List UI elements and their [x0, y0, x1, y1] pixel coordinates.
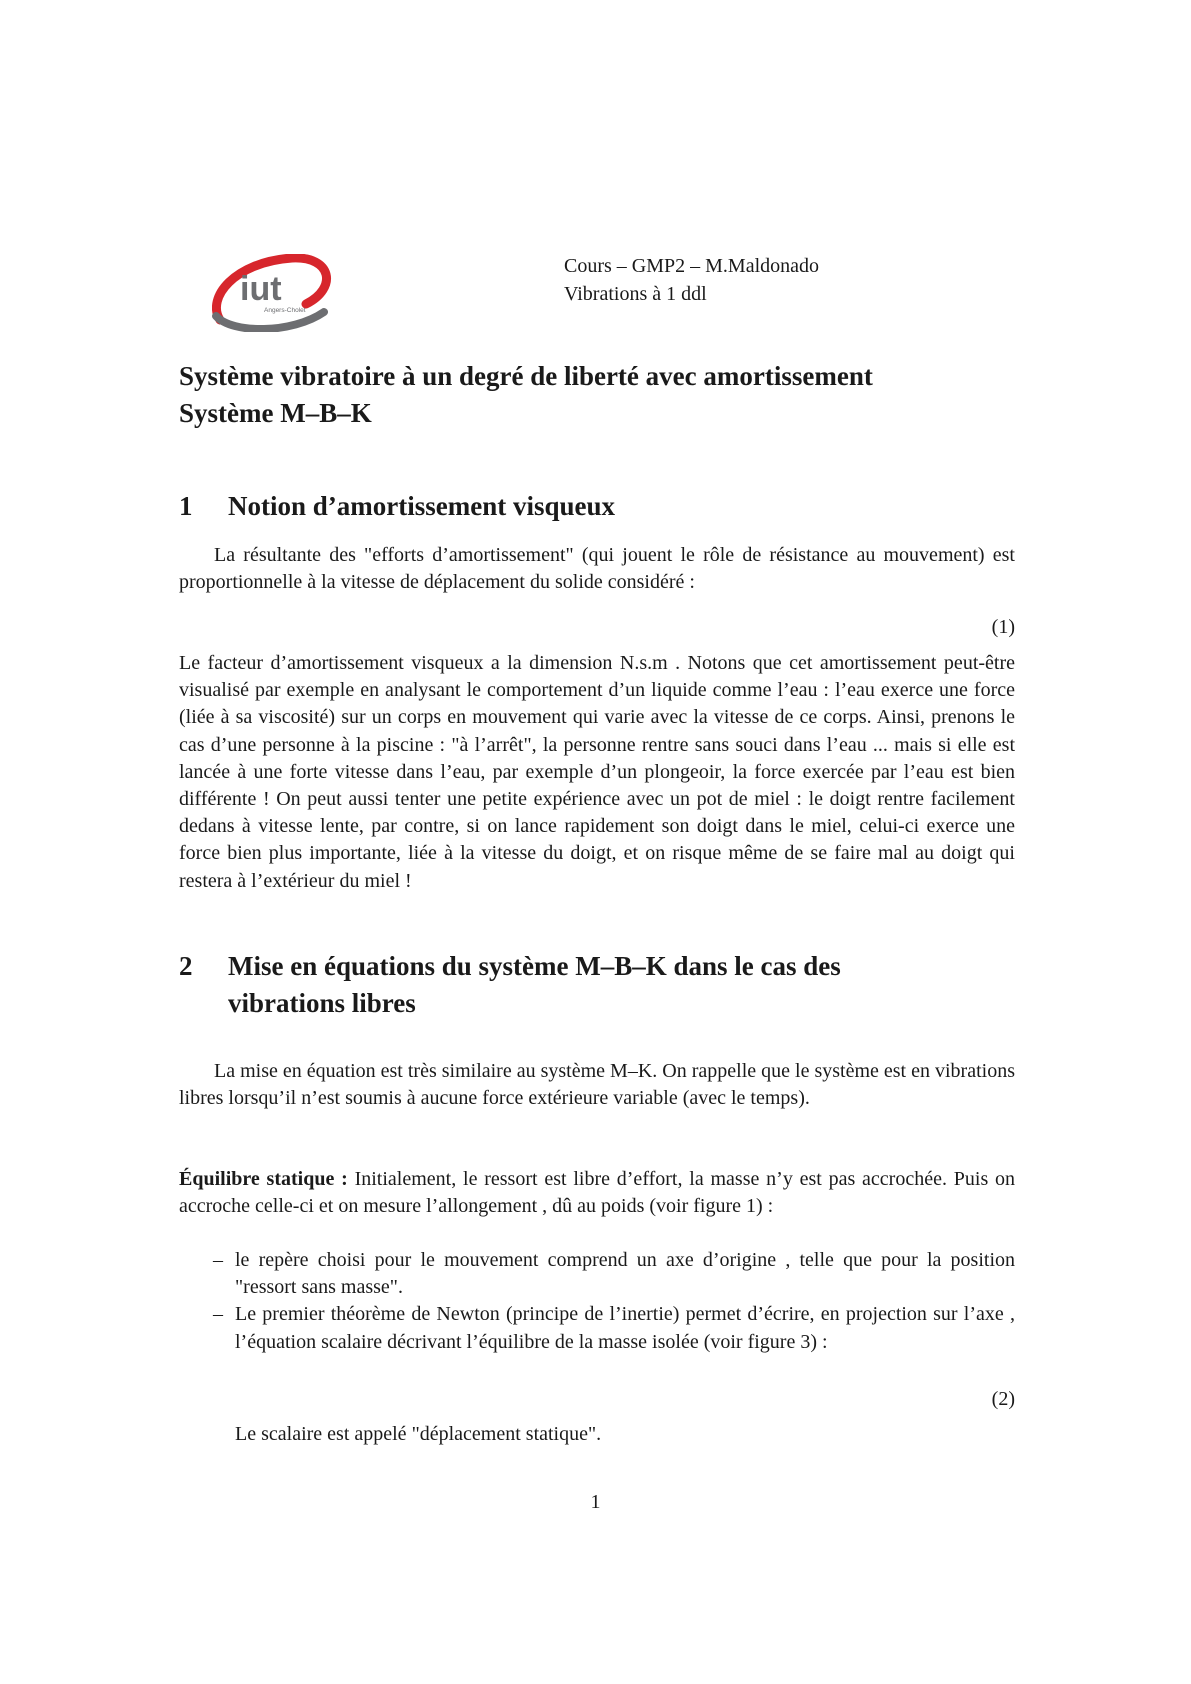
equilibre-bullet-list — [213, 1247, 1015, 1356]
section-2-heading — [179, 948, 1015, 1022]
logo-subtext: Angers-Cholet — [264, 307, 306, 314]
iut-logo — [212, 254, 332, 332]
section-1-title: Notion d’amortissement visqueux — [228, 491, 616, 521]
bullet-item-1: – le repère choisi pour le mouvement comprend un axe d’origine , telle que pour la position "ressort sans masse". — [213, 1247, 1015, 1301]
section-1-number: 1 — [179, 491, 193, 521]
course-line: Cours – GMP2 – M.Maldonado — [564, 255, 820, 277]
equilibre-text: Initialement, le ressort est libre d’effort, la masse n’y est pas accrochée. Puis on accroche celle-ci et on mesure l’allongement , dû au poids (voir figure 1) : — [179, 1168, 1016, 1218]
section-1-heading — [179, 488, 615, 525]
section-2-title-line-2: vibrations libres — [228, 988, 416, 1018]
section-2-title-line-1: Mise en équations du système M–B–K dans le cas des — [228, 951, 841, 981]
section-2-title — [228, 948, 841, 1022]
title-line-1: Système vibratoire à un degré de liberté avec amortissement — [179, 361, 873, 391]
equation-1-number: (1) — [991, 616, 1015, 638]
bullet-item-2: – Le premier théorème de Newton (principe de l’inertie) permet d’écrire, en projection sur l’axe , l’équation scalaire décrivant l’équilibre de la masse isolée (voir figure 3) : — [213, 1301, 1015, 1355]
section-1-intro: La résultante des "efforts d’amortissement" (qui jouent le rôle de résistance au mouvement) est proportionnelle à la vitesse de déplacement du solide considéré : — [179, 544, 1015, 594]
section-1-body: Le facteur d’amortissement visqueux a la dimension N.s.m . Notons que cet amortissement peut-être visualisé par exemple en analysant le comportement d’un liquide comme l’eau : l’eau exerce une force (liée à sa viscosité) sur un corps en mouvement qui varie avec la vitesse de ce corps. Ainsi, prenons le cas d’une personne à la piscine : "à l’arrêt", la personne rentre sans souci dans l’eau ... mais si elle est lancée à une forte vitesse dans l’eau, par exemple d’un plongeoir, la force exercée par l’eau est bien différente ! On peut aussi tenter une petite expérience avec un pot de miel : le doigt rentre facilement dedans à vitesse lente, par contre, si on lance rapidement son doigt dans le miel, celui-ci exerce une force bien plus importante, liée à la vitesse du doigt, et on risque même de se faire mal au doigt qui restera à l’extérieur du miel ! — [179, 652, 1015, 892]
section-2-intro: La mise en équation est très similaire au système M–K. On rappelle que le système est en vibrations libres lorsqu’il n’est soumis à aucune force extérieure variable (avec le temps). — [179, 1060, 1015, 1110]
equilibre-paragraph — [179, 1166, 1015, 1220]
section-2-number: 2 — [179, 951, 193, 981]
page-number: 1 — [590, 1491, 601, 1513]
equation-2-number: (2) — [991, 1388, 1015, 1410]
scalaire-paragraph: Le scalaire est appelé "déplacement statique". — [235, 1423, 602, 1445]
equilibre-label: Équilibre statique : — [179, 1168, 348, 1190]
document-title — [179, 358, 1019, 432]
topic-line: Vibrations à 1 ddl — [564, 283, 707, 305]
logo-text: iut — [240, 270, 282, 308]
header-meta — [564, 252, 819, 308]
title-line-2: Système M–B–K — [179, 398, 372, 428]
